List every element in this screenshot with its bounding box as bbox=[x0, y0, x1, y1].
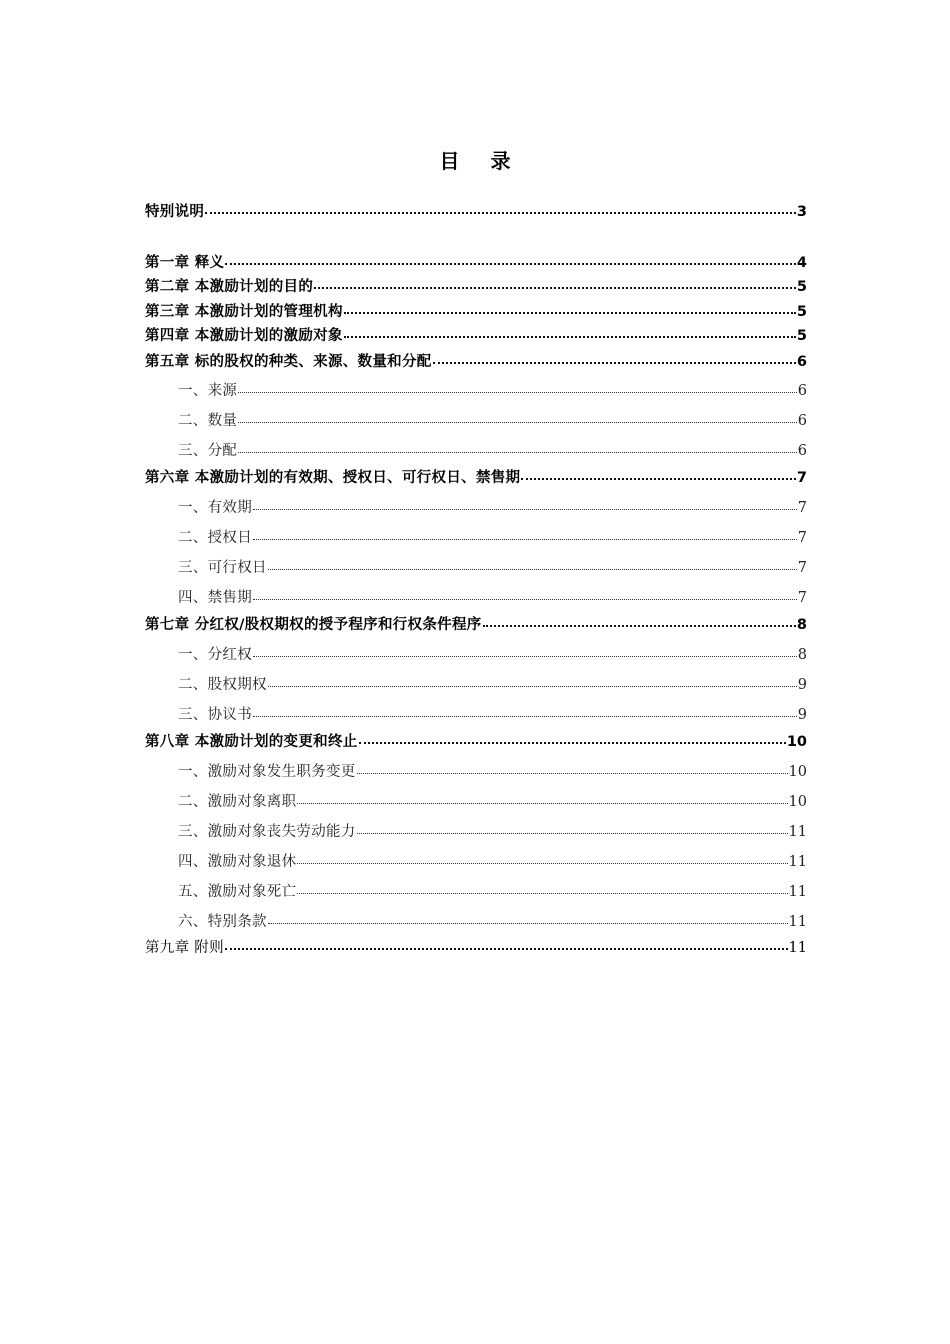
toc-page-number: 7 bbox=[797, 590, 807, 606]
toc-page-number: 7 bbox=[797, 530, 807, 546]
toc-dot-leader bbox=[238, 451, 797, 453]
toc-entry-label: 五、激励对象死亡 bbox=[178, 884, 297, 900]
toc-section-entry[interactable] bbox=[178, 704, 807, 726]
toc-page-number: 8 bbox=[796, 617, 807, 633]
toc-dot-leader bbox=[238, 391, 797, 393]
toc-dot-leader bbox=[357, 772, 788, 774]
toc-page-number: 6 bbox=[796, 354, 807, 370]
toc-chapter-entry[interactable] bbox=[145, 201, 807, 223]
toc-page-number: 9 bbox=[797, 707, 807, 723]
toc-chapter-entry[interactable] bbox=[145, 937, 807, 959]
toc-dot-leader bbox=[225, 947, 788, 950]
toc-entry-label: 二、激励对象离职 bbox=[178, 794, 297, 810]
toc-dot-leader bbox=[433, 361, 796, 364]
toc-chapter-entry[interactable] bbox=[145, 614, 807, 636]
toc-page-number: 7 bbox=[796, 470, 807, 486]
toc-dot-leader bbox=[268, 685, 797, 687]
toc-dot-leader bbox=[357, 832, 788, 834]
toc-entry-label: 四、激励对象退休 bbox=[178, 854, 297, 870]
toc-dot-leader bbox=[297, 862, 787, 864]
toc-section-entry[interactable] bbox=[178, 881, 807, 903]
toc-dot-leader bbox=[253, 538, 797, 540]
toc-dot-leader bbox=[359, 741, 786, 744]
toc-page-number: 6 bbox=[797, 443, 807, 459]
toc-dot-leader bbox=[521, 477, 796, 480]
toc-entry-label: 六、特别条款 bbox=[178, 914, 267, 930]
toc-page-number: 6 bbox=[797, 413, 807, 429]
toc-dot-leader bbox=[268, 568, 797, 570]
toc-dot-leader bbox=[225, 262, 796, 265]
toc-section-entry[interactable] bbox=[178, 644, 807, 666]
toc-section-entry[interactable] bbox=[178, 821, 807, 843]
toc-entry-label: 第八章 本激励计划的变更和终止 bbox=[145, 734, 358, 750]
toc-page-number: 11 bbox=[788, 940, 807, 956]
toc-page-number: 7 bbox=[797, 560, 807, 576]
toc-dot-leader bbox=[253, 508, 797, 510]
toc-dot-leader bbox=[297, 892, 787, 894]
toc-dot-leader bbox=[205, 211, 796, 214]
toc-chapter-entry[interactable] bbox=[145, 731, 807, 753]
toc-section-entry[interactable] bbox=[178, 497, 807, 519]
toc-dot-leader bbox=[253, 598, 797, 600]
toc-entry-label: 二、数量 bbox=[178, 413, 238, 429]
toc-page-number: 4 bbox=[796, 255, 807, 271]
toc-page-number: 5 bbox=[796, 304, 807, 320]
toc-section-entry[interactable] bbox=[178, 380, 807, 402]
toc-entry-label: 第九章 附则 bbox=[145, 940, 224, 956]
toc-entry-label: 第四章 本激励计划的激励对象 bbox=[145, 328, 343, 344]
toc-section-entry[interactable] bbox=[178, 911, 807, 933]
toc-chapter-entry[interactable] bbox=[145, 351, 807, 373]
toc-dot-leader bbox=[253, 655, 797, 657]
toc-dot-leader bbox=[297, 802, 787, 804]
toc-title: 目 录 bbox=[439, 149, 523, 173]
toc-entry-label: 四、禁售期 bbox=[178, 590, 252, 606]
toc-page-number: 3 bbox=[796, 204, 807, 220]
toc-section-entry[interactable] bbox=[178, 527, 807, 549]
toc-entry-label: 第五章 标的股权的种类、来源、数量和分配 bbox=[145, 354, 432, 370]
toc-dot-leader bbox=[344, 335, 796, 338]
toc-entry-label: 三、分配 bbox=[178, 443, 238, 459]
toc-entry-label: 三、激励对象丧失劳动能力 bbox=[178, 824, 356, 840]
toc-section-entry[interactable] bbox=[178, 851, 807, 873]
toc-entry-label: 一、激励对象发生职务变更 bbox=[178, 764, 356, 780]
toc-page-number: 9 bbox=[797, 677, 807, 693]
toc-section-entry[interactable] bbox=[178, 440, 807, 462]
toc-dot-leader bbox=[483, 624, 796, 627]
toc-dot-leader bbox=[253, 715, 797, 717]
toc-dot-leader bbox=[314, 286, 796, 289]
toc-section-entry[interactable] bbox=[178, 791, 807, 813]
toc-entry-label: 第七章 分红权/股权期权的授予程序和行权条件程序 bbox=[145, 617, 482, 633]
toc-page-number: 6 bbox=[797, 383, 807, 399]
toc-chapter-entry[interactable] bbox=[145, 252, 807, 274]
toc-chapter-entry[interactable] bbox=[145, 276, 807, 298]
toc-entry-label: 第六章 本激励计划的有效期、授权日、可行权日、禁售期 bbox=[145, 470, 521, 486]
toc-entry-label: 第一章 释义 bbox=[145, 255, 225, 271]
toc-page-number: 10 bbox=[788, 794, 807, 810]
toc-entry-label: 三、协议书 bbox=[178, 707, 252, 723]
toc-page-number: 10 bbox=[788, 764, 807, 780]
toc-dot-leader bbox=[268, 922, 788, 924]
toc-page-number: 5 bbox=[796, 328, 807, 344]
toc-dot-leader bbox=[238, 421, 797, 423]
toc-chapter-entry[interactable] bbox=[145, 467, 807, 489]
toc-page-number: 10 bbox=[786, 734, 807, 750]
toc-entry-label: 第二章 本激励计划的目的 bbox=[145, 279, 314, 295]
toc-entry-label: 二、授权日 bbox=[178, 530, 252, 546]
toc-chapter-entry[interactable] bbox=[145, 325, 807, 347]
toc-entry-label: 一、来源 bbox=[178, 383, 238, 399]
toc-dot-leader bbox=[344, 311, 796, 314]
toc-section-entry[interactable] bbox=[178, 761, 807, 783]
toc-entry-label: 特别说明 bbox=[145, 204, 205, 220]
toc-page-number: 11 bbox=[788, 854, 807, 870]
toc-entry-label: 第三章 本激励计划的管理机构 bbox=[145, 304, 343, 320]
toc-section-entry[interactable] bbox=[178, 410, 807, 432]
toc-page-number: 5 bbox=[796, 279, 807, 295]
toc-page-number: 11 bbox=[788, 884, 807, 900]
toc-section-entry[interactable] bbox=[178, 674, 807, 696]
toc-entry-label: 二、股权期权 bbox=[178, 677, 267, 693]
toc-section-entry[interactable] bbox=[178, 557, 807, 579]
toc-page-number: 11 bbox=[788, 824, 807, 840]
toc-page-number: 8 bbox=[797, 647, 807, 663]
toc-page-number: 11 bbox=[788, 914, 807, 930]
toc-entry-label: 三、可行权日 bbox=[178, 560, 267, 576]
toc-chapter-entry[interactable] bbox=[145, 301, 807, 323]
toc-entry-label: 一、分红权 bbox=[178, 647, 252, 663]
toc-section-entry[interactable] bbox=[178, 587, 807, 609]
toc-page-number: 7 bbox=[797, 500, 807, 516]
toc-entry-label: 一、有效期 bbox=[178, 500, 252, 516]
